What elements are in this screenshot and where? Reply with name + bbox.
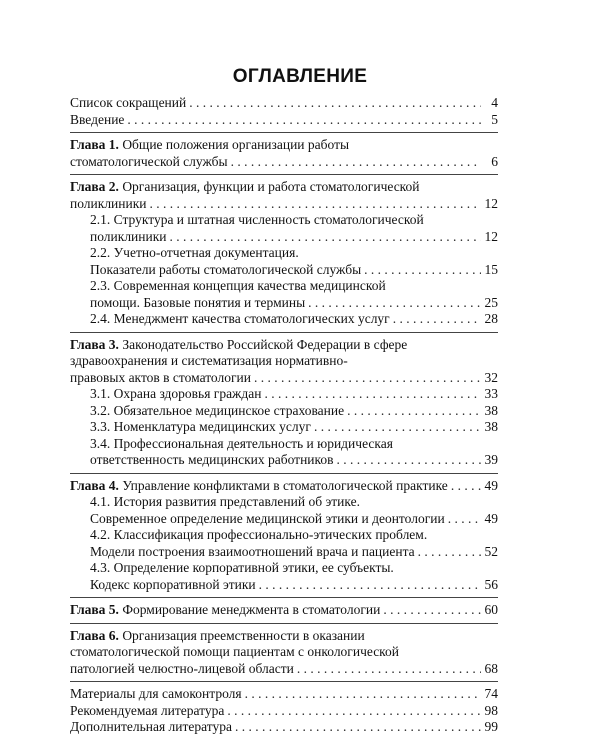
page-number: 99 <box>484 719 498 734</box>
chapter-4-title[interactable] <box>70 478 498 495</box>
chapter-label: Глава 4. <box>70 477 119 493</box>
page-number: 6 <box>491 153 498 169</box>
dot-leader <box>254 370 481 387</box>
toc-group-chapter-3 <box>70 335 498 474</box>
section-2-2-line-2[interactable] <box>70 262 498 279</box>
page-number: 98 <box>484 702 498 718</box>
section-3-1[interactable] <box>70 386 498 403</box>
entry-text: ответственность медицинских работников <box>90 452 334 467</box>
toc-group-chapter-2 <box>70 177 498 333</box>
dot-leader <box>347 403 481 420</box>
dot-leader <box>235 719 481 736</box>
dot-leader <box>314 419 481 436</box>
chapter-2-title-line-2[interactable] <box>70 196 498 213</box>
section-4-1-line-2[interactable] <box>70 511 498 528</box>
toc-entry-abbreviations[interactable] <box>70 95 498 112</box>
dot-leader <box>308 295 481 312</box>
entry-text: Рекомендуемая литература <box>70 702 225 718</box>
section-4-3-line-1[interactable]: 4.3. Определение корпоративной этики, ее субъекты. <box>90 560 394 575</box>
section-2-3-line-2[interactable] <box>70 295 498 312</box>
toc-entry-self-control[interactable] <box>70 686 498 703</box>
page-number: 4 <box>491 95 498 110</box>
entry-text: Модели построения взаимоотношений врача и пациента <box>90 543 415 559</box>
dot-leader <box>418 544 481 561</box>
chapter-5-title[interactable] <box>70 602 498 619</box>
page-number: 49 <box>484 477 498 493</box>
chapter-label: Глава 5. <box>70 602 119 617</box>
chapter-text: Формирование менеджмента в стоматологии <box>122 602 381 617</box>
page-number: 39 <box>484 452 498 467</box>
dot-leader <box>448 511 481 528</box>
section-2-1-line-1[interactable]: 2.1. Структура и штатная численность стоматологической <box>90 212 424 227</box>
chapter-text: Организация преемственности в оказании <box>122 627 365 643</box>
dot-leader <box>297 661 481 678</box>
chapter-text: Законодательство Российской Федерации в сфере <box>122 336 408 352</box>
chapter-3-title-line-2[interactable]: здравоохранения и систематизация нормативно- <box>70 353 348 368</box>
chapter-text: Организация, функции и работа стоматологической <box>122 179 420 194</box>
page-number: 38 <box>484 419 498 434</box>
dot-leader <box>383 602 481 619</box>
entry-text: Список сокращений <box>70 95 187 110</box>
toc-group-front <box>70 95 498 133</box>
chapter-1-title-line-1[interactable] <box>70 137 498 154</box>
entry-text: патологией челюстно-лицевой области <box>70 660 294 676</box>
dot-leader <box>451 478 481 495</box>
dot-leader <box>150 196 481 213</box>
chapter-6-title-line-1[interactable] <box>70 628 498 645</box>
dot-leader <box>364 262 481 279</box>
page-number: 38 <box>484 402 498 418</box>
entry-text: поликлиники <box>90 228 167 244</box>
chapter-label: Глава 1. <box>70 137 119 152</box>
section-2-3-line-1[interactable]: 2.3. Современная концепция качества медицинской <box>90 278 386 293</box>
section-3-3[interactable] <box>70 419 498 436</box>
section-3-2[interactable] <box>70 403 498 420</box>
chapter-6-title-line-3[interactable] <box>70 661 498 678</box>
page-number: 74 <box>484 686 498 701</box>
section-4-2-line-1[interactable]: 4.2. Классификация профессионально-этических проблем. <box>90 527 428 542</box>
section-2-4[interactable] <box>70 311 498 328</box>
chapter-3-title-line-3[interactable] <box>70 370 498 387</box>
toc-group-chapter-1 <box>70 135 498 175</box>
dot-leader <box>245 686 481 703</box>
entry-text: 3.1. Охрана здоровья граждан <box>90 386 262 401</box>
page-number: 49 <box>484 510 498 526</box>
dot-leader <box>231 154 481 171</box>
chapter-text: Управление конфликтами в стоматологической практике <box>122 477 448 493</box>
page-number: 33 <box>484 386 498 401</box>
toc-group-chapter-4 <box>70 476 498 599</box>
entry-text: правовых актов в стоматологии <box>70 369 251 385</box>
page-number: 12 <box>484 195 498 211</box>
page-number: 32 <box>484 369 498 385</box>
section-4-2-line-2[interactable] <box>70 544 498 561</box>
page-number: 15 <box>484 261 498 277</box>
entry-text: 3.2. Обязательное медицинское страхование <box>90 402 345 418</box>
chapter-label: Глава 6. <box>70 627 119 643</box>
entry-text: помощи. Базовые понятия и термины <box>90 294 306 310</box>
entry-text: Введение <box>70 111 125 127</box>
dot-leader <box>337 452 481 469</box>
toc-group-chapter-5 <box>70 600 498 624</box>
chapter-2-title-line-1[interactable] <box>70 179 498 196</box>
table-of-contents <box>70 95 498 742</box>
page-number: 56 <box>484 576 498 592</box>
section-2-2-line-1[interactable]: 2.2. Учетно-отчетная документация. <box>90 245 299 260</box>
page-number: 68 <box>484 660 498 676</box>
toc-group-chapter-6 <box>70 626 498 683</box>
toc-group-back <box>70 684 498 740</box>
dot-leader <box>259 577 481 594</box>
page-number: 5 <box>491 111 498 127</box>
toc-entry-introduction[interactable] <box>70 112 498 129</box>
page-number: 12 <box>484 228 498 244</box>
entry-text: Кодекс корпоративной этики <box>90 576 256 592</box>
section-3-4-line-2[interactable] <box>70 452 498 469</box>
chapter-6-title-line-2[interactable]: стоматологической помощи пациентам с онкологической <box>70 644 400 659</box>
chapter-title-text <box>70 478 448 495</box>
page-number: 28 <box>484 311 498 326</box>
page-title: ОГЛАВЛЕНИЕ <box>232 66 368 87</box>
page-number: 52 <box>484 543 498 559</box>
section-4-3-line-2[interactable] <box>70 577 498 594</box>
entry-text: Дополнительная литература <box>70 719 232 734</box>
chapter-label: Глава 2. <box>70 179 119 194</box>
dot-leader <box>393 311 481 328</box>
chapter-text: Общие положения организации работы <box>122 137 350 152</box>
toc-entry-additional-literature[interactable] <box>70 719 498 736</box>
entry-text: 2.4. Менеджмент качества стоматологических услуг <box>90 311 390 326</box>
chapter-label: Глава 3. <box>70 336 119 352</box>
dot-leader <box>264 386 481 403</box>
entry-text: 3.3. Номенклатура медицинских услуг <box>90 419 311 434</box>
toc-entry-recommended-literature[interactable] <box>70 703 498 720</box>
entry-text: Современное определение медицинской этики и деонтологии <box>90 510 445 526</box>
chapter-1-title-line-2[interactable] <box>70 154 498 171</box>
section-4-1-line-1[interactable]: 4.1. История развития представлений об этике. <box>90 494 360 509</box>
dot-leader <box>189 95 481 112</box>
entry-text: поликлиники <box>70 195 147 211</box>
section-3-4-line-1[interactable]: 3.4. Профессиональная деятельность и юридическая <box>90 435 393 451</box>
entry-text: Показатели работы стоматологической службы <box>90 261 362 277</box>
page-number: 60 <box>484 602 498 617</box>
dot-leader <box>170 229 481 246</box>
dot-leader <box>227 703 481 720</box>
dot-leader <box>127 112 481 129</box>
chapter-title-text <box>70 602 380 619</box>
section-2-1-line-2[interactable] <box>70 229 498 246</box>
page-number: 25 <box>484 294 498 310</box>
entry-text: Материалы для самоконтроля <box>70 686 242 701</box>
chapter-3-title-line-1[interactable] <box>70 337 498 354</box>
entry-text: стоматологической службы <box>70 153 228 169</box>
